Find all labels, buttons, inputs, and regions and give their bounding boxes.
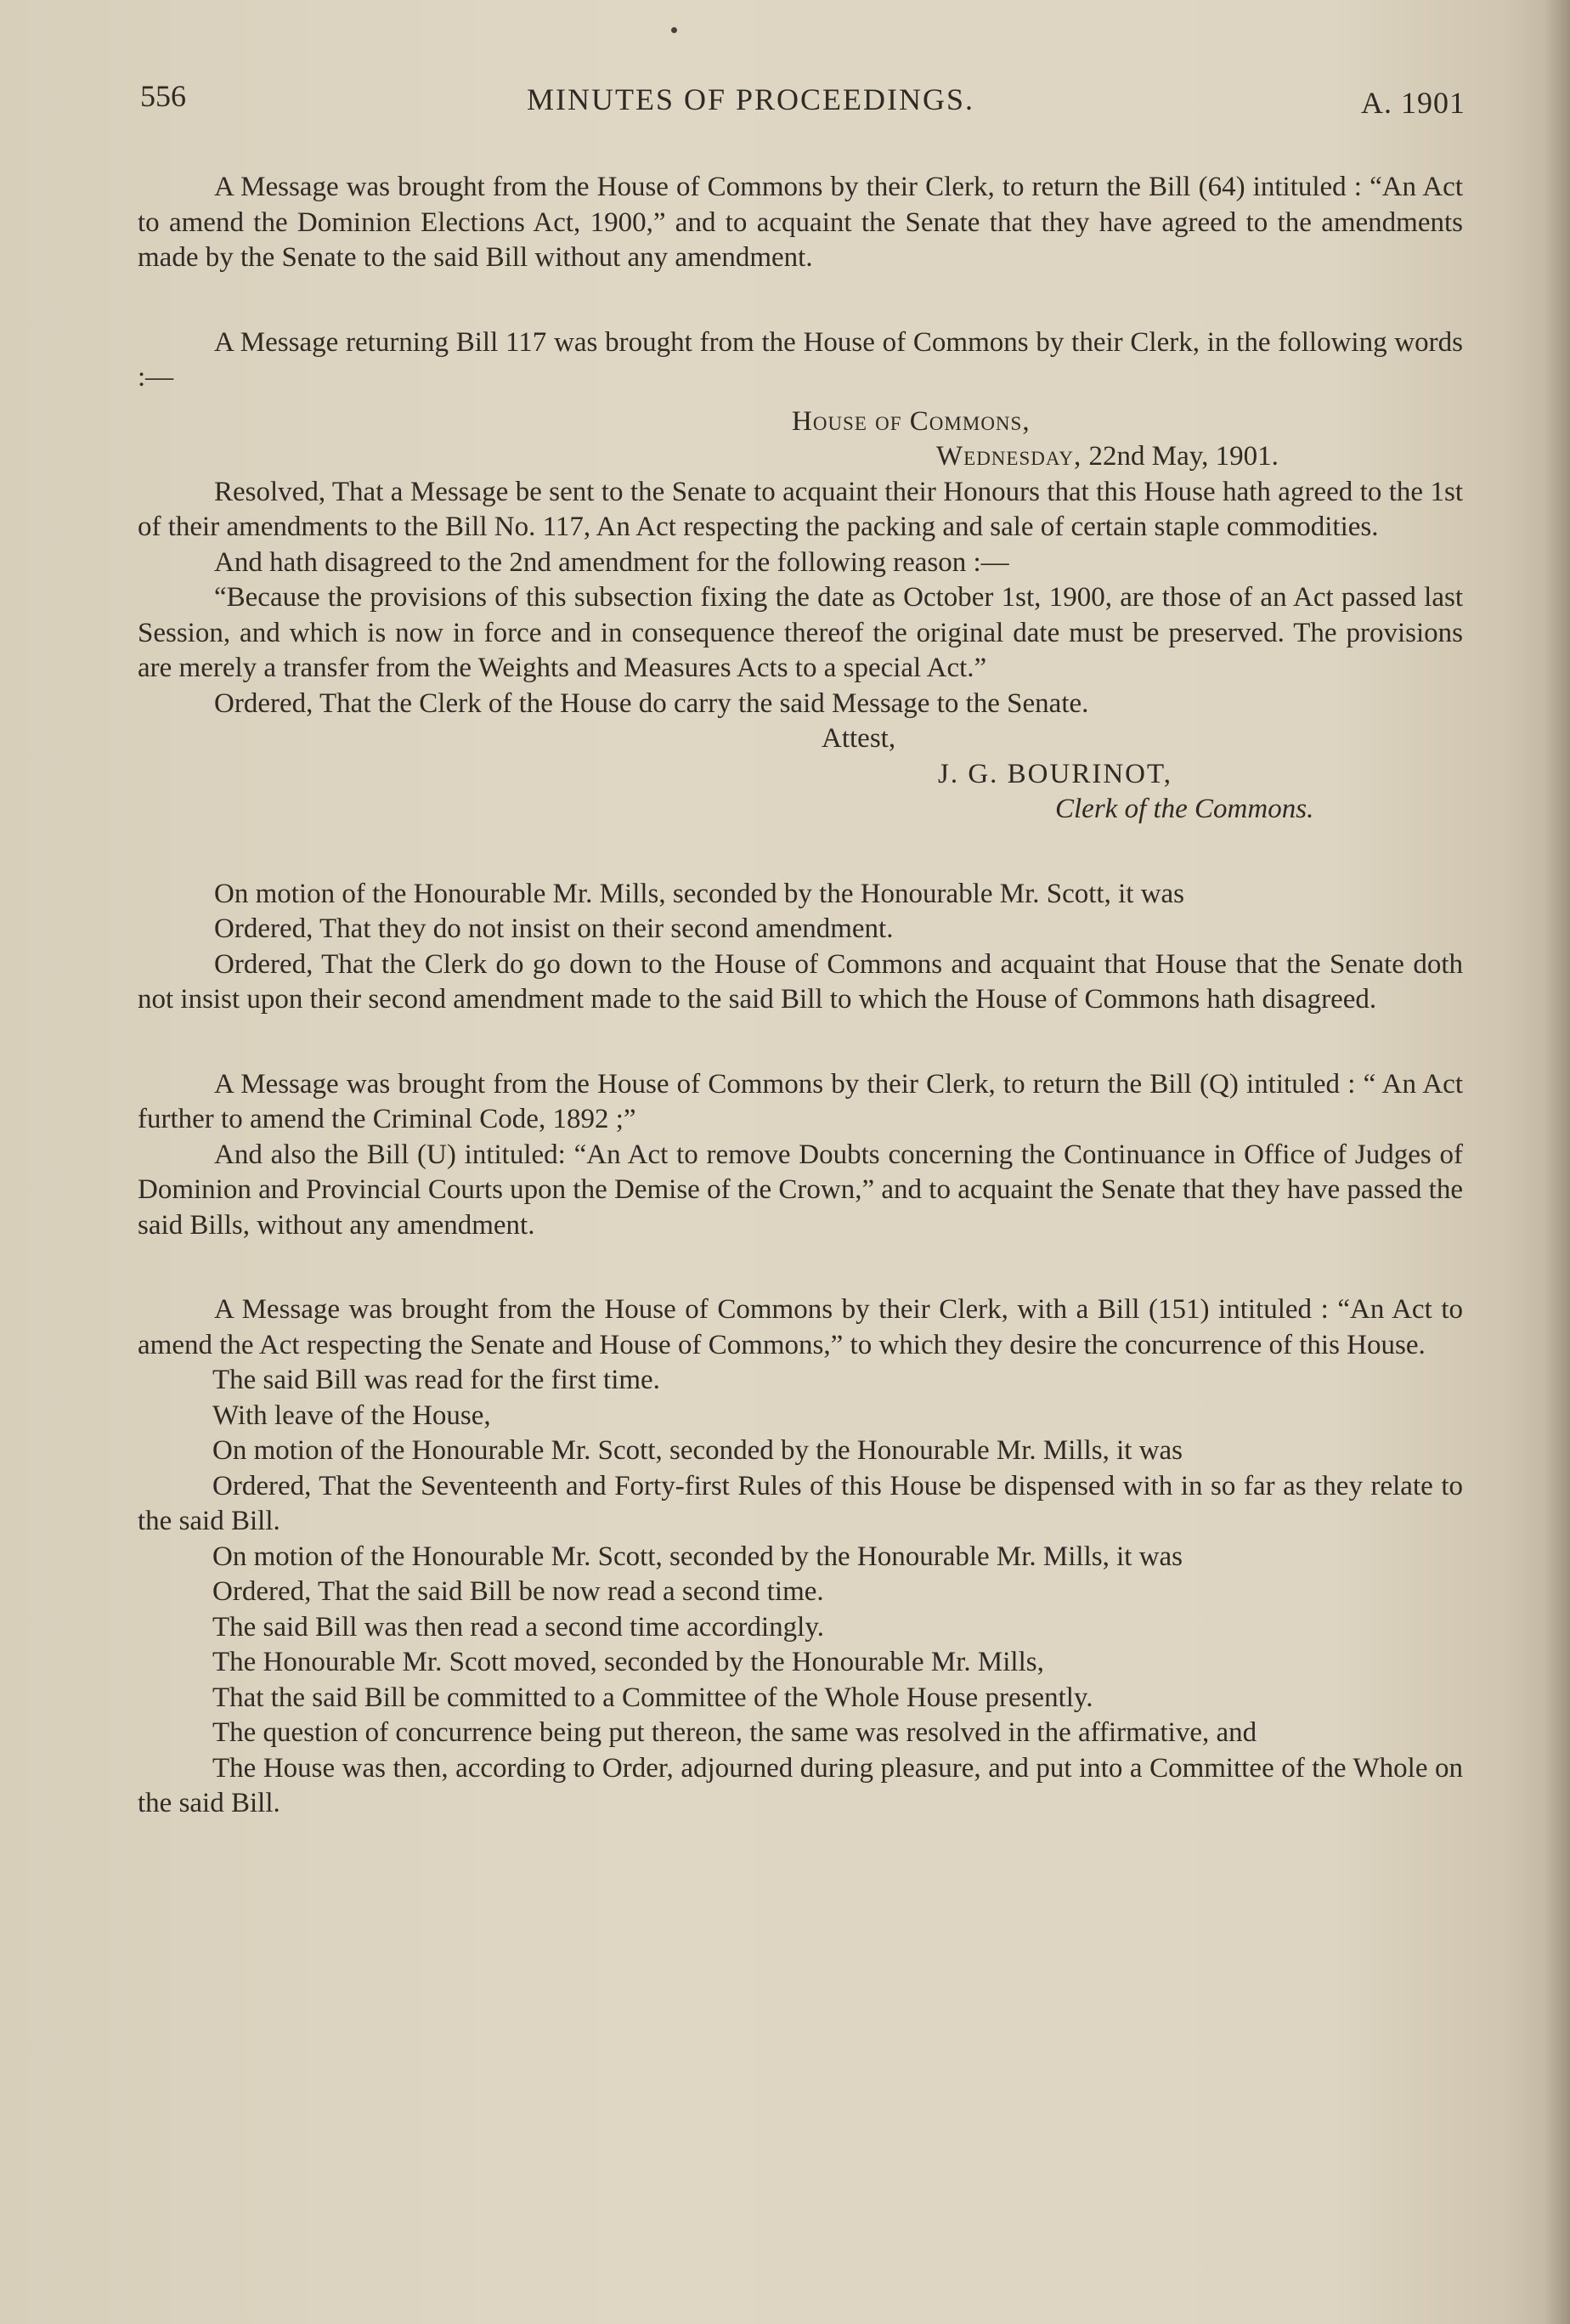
document-body <box>138 170 1463 1822</box>
paragraph: A Message was brought from the House of Commons by their Clerk, to return the Bill (64) intituled : “An Act to amend the Dominion Elections Act, 1900,” and to acquaint the Senate that they have agreed to the amendments made by the Senate to the said Bill without any amendment. <box>138 172 1463 273</box>
paragraph: Resolved, That a Message be sent to the Senate to acquaint their Honours that this House hath agreed to the 1st of their amendments to the Bill No. 117, An Act respecting the packing and sale of certain staple commodities. <box>138 476 1463 542</box>
paragraph: Ordered, That the Clerk of the House do carry the said Message to the Senate. <box>214 687 1089 719</box>
spacer <box>138 828 1463 877</box>
paragraph: That the said Bill be committed to a Committee of the Whole House presently. <box>212 1682 1093 1713</box>
paragraph: The said Bill was then read a second time accordingly. <box>212 1611 824 1643</box>
page-edge-shadow <box>1545 0 1570 2324</box>
paragraph: Ordered, That the Clerk do go down to the House of Commons and acquaint that House that the Senate doth not insist upon their second amendment made to the said Bill to which the House of Commons hath disagreed. <box>138 948 1463 1015</box>
paragraph: The question of concurrence being put thereon, the same was resolved in the affirmative, and <box>212 1717 1257 1748</box>
paragraph: A Message was brought from the House of Commons by their Clerk, with a Bill (151) intituled : “An Act to amend the Act respecting the Senate and House of Commons,” to which they desire the concurrence of this House. <box>138 1294 1463 1360</box>
paragraph: Ordered, That the said Bill be now read a second time. <box>212 1576 824 1607</box>
paragraph: The Honourable Mr. Scott moved, seconded by the Honourable Mr. Mills, <box>212 1647 1044 1677</box>
spacer <box>138 1018 1463 1067</box>
page-year: A. 1901 <box>1361 86 1466 120</box>
page-number: 556 <box>140 79 186 113</box>
paragraph: On motion of the Honourable Mr. Scott, seconded by the Honourable Mr. Mills, it was <box>212 1435 1183 1466</box>
signature-name: J. G. BOURINOT, <box>938 758 1172 789</box>
page-title: MINUTES OF PROCEEDINGS. <box>527 82 975 116</box>
spacer <box>138 1243 1463 1292</box>
print-mark <box>671 27 677 33</box>
attest-label: Attest, <box>822 723 896 754</box>
paragraph: On motion of the Honourable Mr. Mills, seconded by the Honourable Mr. Scott, it was <box>214 878 1185 909</box>
paragraph: And also the Bill (U) intituled: “An Act to remove Doubts concerning the Continuance in Office of Judges of Dominion and Provincial Courts upon the Demise of the Crown,” and to acquaint the Senate that they have passed the said Bills, without any amendment. <box>138 1139 1463 1241</box>
paragraph: Ordered, That the Seventeenth and Forty-first Rules of this House be dispensed with in so far as they relate to the said Bill. <box>138 1470 1463 1536</box>
house-date <box>936 439 1463 475</box>
paragraph: Ordered, That they do not insist on their second amendment. <box>214 913 894 944</box>
paragraph: On motion of the Honourable Mr. Scott, seconded by the Honourable Mr. Mills, it was <box>212 1541 1183 1572</box>
date-day: Wednesday, <box>936 441 1082 472</box>
paragraph: A Message was brought from the House of Commons by their Clerk, to return the Bill (Q) intituled : “ An Act further to amend the Criminal Code, 1892 ;” <box>138 1068 1463 1134</box>
house-title: House of Commons, <box>792 405 1031 437</box>
paragraph: The House was then, according to Order, adjourned during pleasure, and put into a Committee of the Whole on the said Bill. <box>138 1752 1463 1818</box>
paragraph: With leave of the House, <box>212 1399 491 1431</box>
spacer <box>138 276 1463 325</box>
signature-role: Clerk of the Commons. <box>1055 794 1314 824</box>
date-rest: 22nd May, 1901. <box>1081 441 1279 472</box>
paragraph: “Because the provisions of this subsection fixing the date as October 1st, 1900, are those of an Act passed last Session, and which is now in force and in consequence thereof the original date must be preserved. The provisions are merely a transfer from the Weights and Measures Acts to a special Act.” <box>138 582 1463 683</box>
paragraph: And hath disagreed to the 2nd amendment for the following reason :— <box>214 546 1009 578</box>
paragraph: The said Bill was read for the first time. <box>212 1365 660 1395</box>
page-header <box>140 78 1466 121</box>
spacer <box>138 396 1463 404</box>
paragraph: A Message returning Bill 117 was brought from the House of Commons by their Clerk, in the following words :— <box>138 326 1463 393</box>
